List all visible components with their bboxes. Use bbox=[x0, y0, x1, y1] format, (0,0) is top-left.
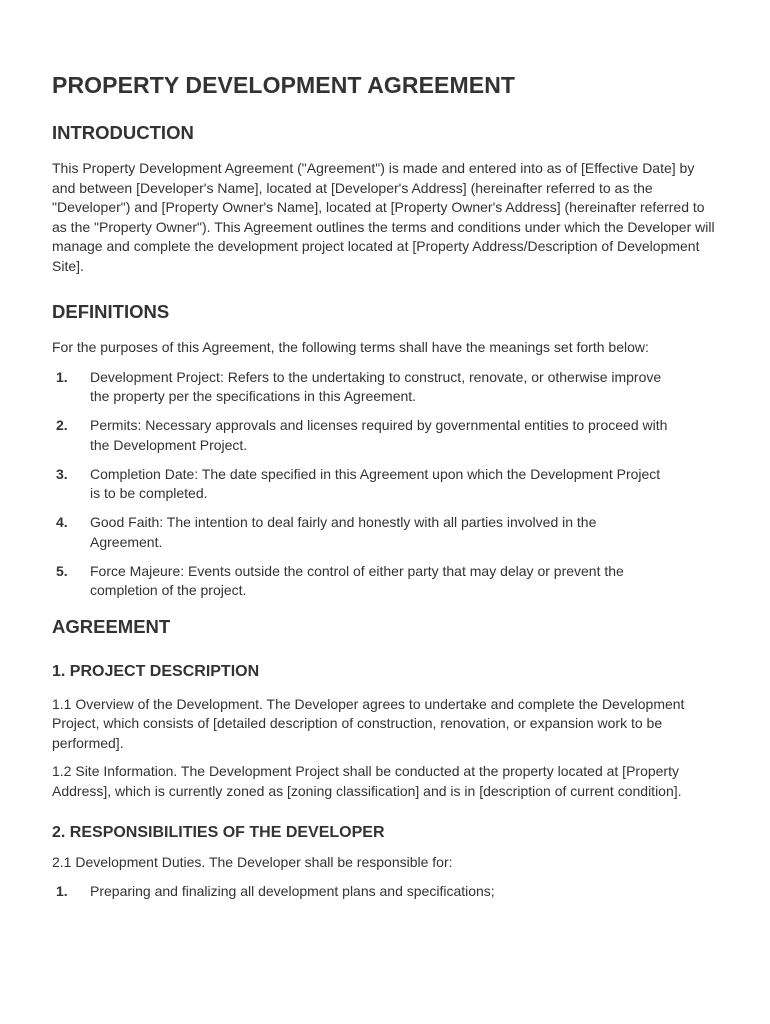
document-title: PROPERTY DEVELOPMENT AGREEMENT bbox=[52, 72, 516, 98]
list-item-text: Good Faith: The intention to deal fairly and honestly with all parties involved in the Agreement. bbox=[90, 514, 597, 550]
clause-2-1-paragraph: 2.1 Development Duties. The Developer shall be responsible for: bbox=[52, 854, 453, 870]
list-item-number: 2. bbox=[56, 417, 68, 433]
agreement-section bbox=[52, 615, 718, 902]
project-description-heading: 1. PROJECT DESCRIPTION bbox=[52, 662, 260, 680]
clause-1-2-paragraph: 1.2 Site Information. The Development Project shall be conducted at the property located at [Property Address], which is currently zoned as [zoning classification] and is in [description of current condition]. bbox=[52, 763, 682, 799]
list-item-number: 1. bbox=[56, 882, 68, 899]
agreement-heading: AGREEMENT bbox=[52, 615, 171, 637]
list-item bbox=[52, 562, 718, 601]
list-item-text: Preparing and finalizing all development plans and specifications; bbox=[90, 882, 495, 899]
definitions-section bbox=[52, 300, 718, 601]
list-item-number: 1. bbox=[56, 368, 68, 385]
list-item-number: 4. bbox=[56, 514, 68, 530]
list-item bbox=[52, 882, 718, 902]
list-item bbox=[52, 465, 718, 504]
list-item-number: 5. bbox=[56, 562, 68, 579]
introduction-heading: INTRODUCTION bbox=[52, 122, 194, 143]
definitions-heading: DEFINITIONS bbox=[52, 301, 170, 322]
developer-responsibilities-heading: 2. RESPONSIBILITIES OF THE DEVELOPER bbox=[52, 824, 385, 841]
list-item-number: 3. bbox=[56, 465, 68, 482]
list-item-text: Permits: Necessary approvals and licenses required by governmental entities to proceed with the Development Project. bbox=[90, 417, 668, 453]
clause-1-1-paragraph: 1.1 Overview of the Development. The Developer agrees to undertake and complete the Development Project, which consists of [detailed description of construction, renovation, or expansion work to be performed]. bbox=[52, 695, 685, 751]
list-item-text: Completion Date: The date specified in this Agreement upon which the Development Project is to be completed. bbox=[90, 465, 661, 501]
definitions-list bbox=[52, 368, 718, 601]
introduction-section bbox=[52, 121, 718, 276]
introduction-paragraph: This Property Development Agreement ("Agreement") is made and entered into as of [Effective Date] by and between [Developer's Name], located at [Developer's Address] (hereinafter referred to as the "Developer") and [Property Owner's Name], located at [Property Owner's Address] (hereinafter referred to as the "Property Owner"). This Agreement outlines the terms and conditions under which the Developer will manage and complete the development project located at [Property Address/Description of Development Site]. bbox=[52, 160, 715, 274]
list-item bbox=[52, 513, 718, 552]
list-item bbox=[52, 368, 718, 407]
list-item-text: Development Project: Refers to the undertaking to construct, renovate, or otherwise improve the property per the specifications in this Agreement. bbox=[90, 368, 662, 404]
list-item bbox=[52, 416, 718, 455]
list-item-text: Force Majeure: Events outside the control of either party that may delay or prevent the completion of the project. bbox=[90, 562, 624, 598]
developer-duties-list bbox=[52, 882, 718, 902]
definitions-lead-paragraph: For the purposes of this Agreement, the following terms shall have the meanings set forth below: bbox=[52, 339, 649, 355]
